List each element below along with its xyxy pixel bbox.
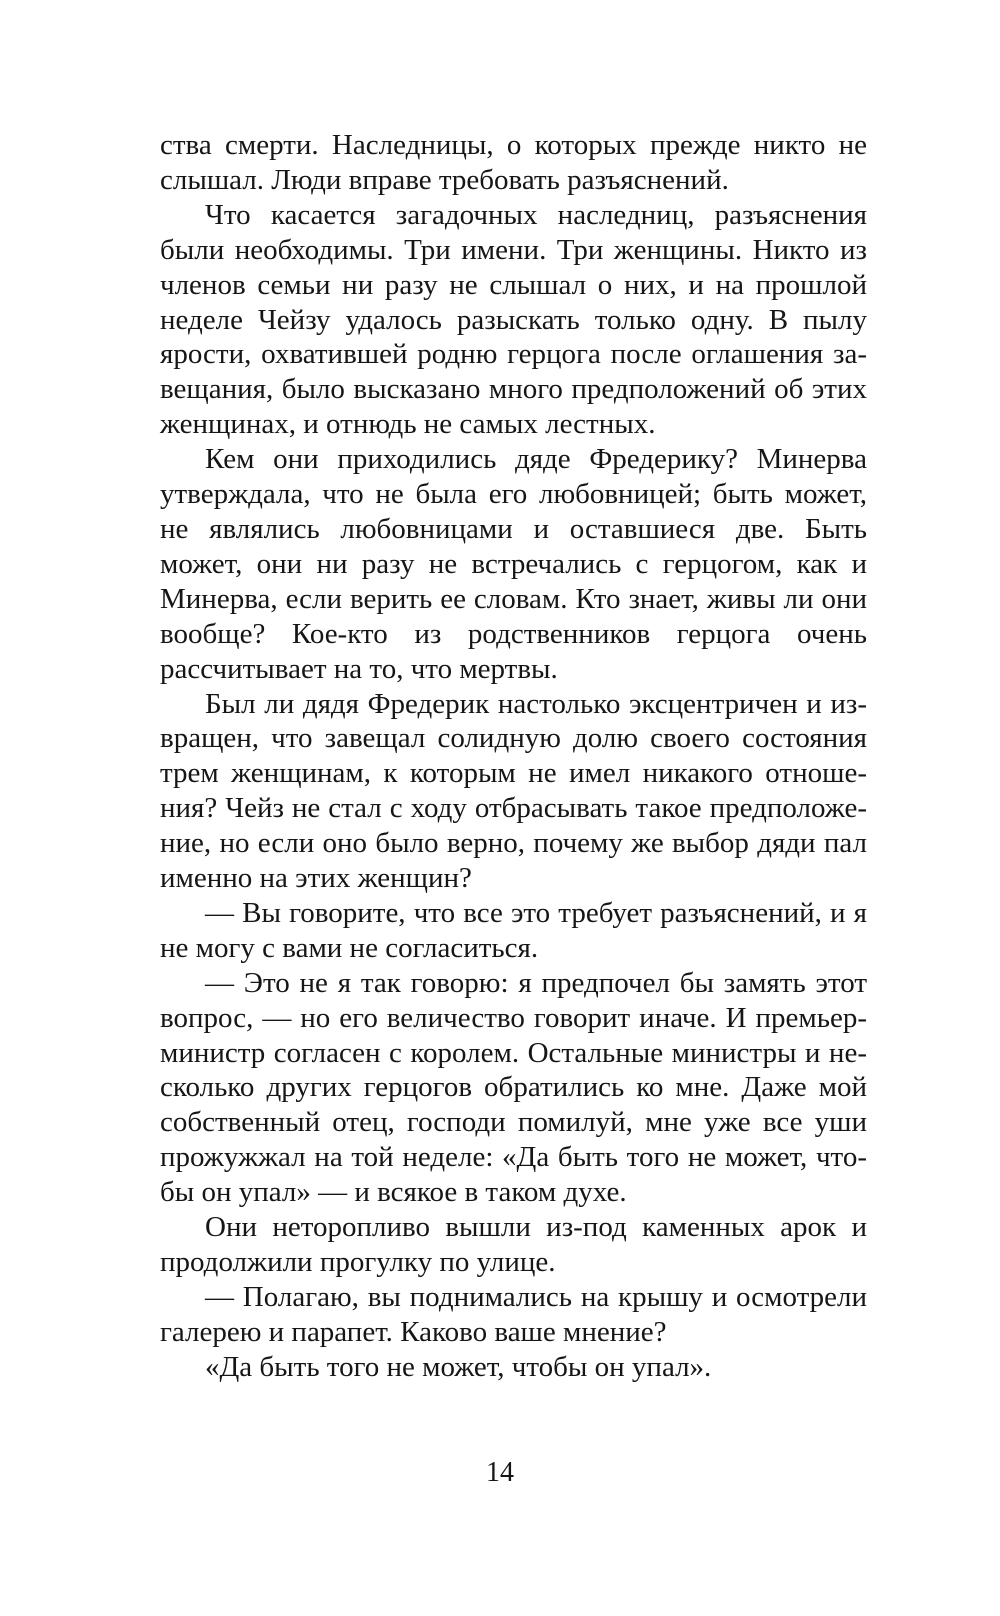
paragraph-7: Они неторопливо вышли из-под каменных арок и продолжили прогулку по улице. — [160, 1211, 867, 1278]
paragraph-8-dialogue: — Полагаю, вы поднимались на крышу и осмотрели галерею и парапет. Каково ваше мнение? — [160, 1280, 867, 1348]
page-number: 14 — [486, 1457, 514, 1488]
paragraph-5-dialogue: — Вы говорите, что все это требует разъяснений, и я не могу с вами не согласиться. — [160, 896, 867, 964]
paragraph-1: ства смерти. Наследницы, о которых прежде никто не слышал. Люди вправе требовать разъяснений. — [160, 129, 867, 196]
paragraph-3: Кем они приходились дяде Фредерику? Минерва утверждала, что не была его любовницей; быть может, не являлись любовницами и оставшиеся две. Быть может, они ни разу не встречались с герцогом, как и Минерва, если верить ее словам. Кто знает, живы ли они вообще? Кое-кто из родственников герцога очень рассчитывает на то, что мертвы. — [160, 443, 867, 685]
body-text — [160, 128, 867, 1385]
paragraph-9-quote: «Да быть того не может, чтобы он упал». — [205, 1350, 712, 1383]
paragraph-4: Был ли дядя Фредерик настолько эксцентричен и извращен, что завещал солидную долю своего состояния трем женщинам, к которым не имел никакого отношения? Чейз не стал с ходу отбрасывать такое предположение, но если оно было верно, почему же выбор дяди пал именно на этих женщин? — [160, 687, 867, 895]
paragraph-6-dialogue: — Это не я так говорю: я предпочел бы замять этот вопрос, — но его величество говорит иначе. И премьер-министр согласен с королем. Остальные министры и несколько других герцогов обратились ко мне. Даже мой собственный отец, господи помилуй, мне уже все уши прожужжал на той неделе: «Да быть того не может, чтобы он упал» — и всякое в таком духе. — [160, 966, 867, 1209]
paragraph-2: Что касается загадочных наследниц, разъяснения были необходимы. Три имени. Три женщины. Никто из членов семьи ни разу не слышал о них, и на прошлой неделе Чейзу удалось разыскать только одну. В пылу ярости, охватившей родню герцога после оглашения завещания, было высказано много предположений об этих женщинах, и отнюдь не самых лестных. — [160, 198, 867, 441]
